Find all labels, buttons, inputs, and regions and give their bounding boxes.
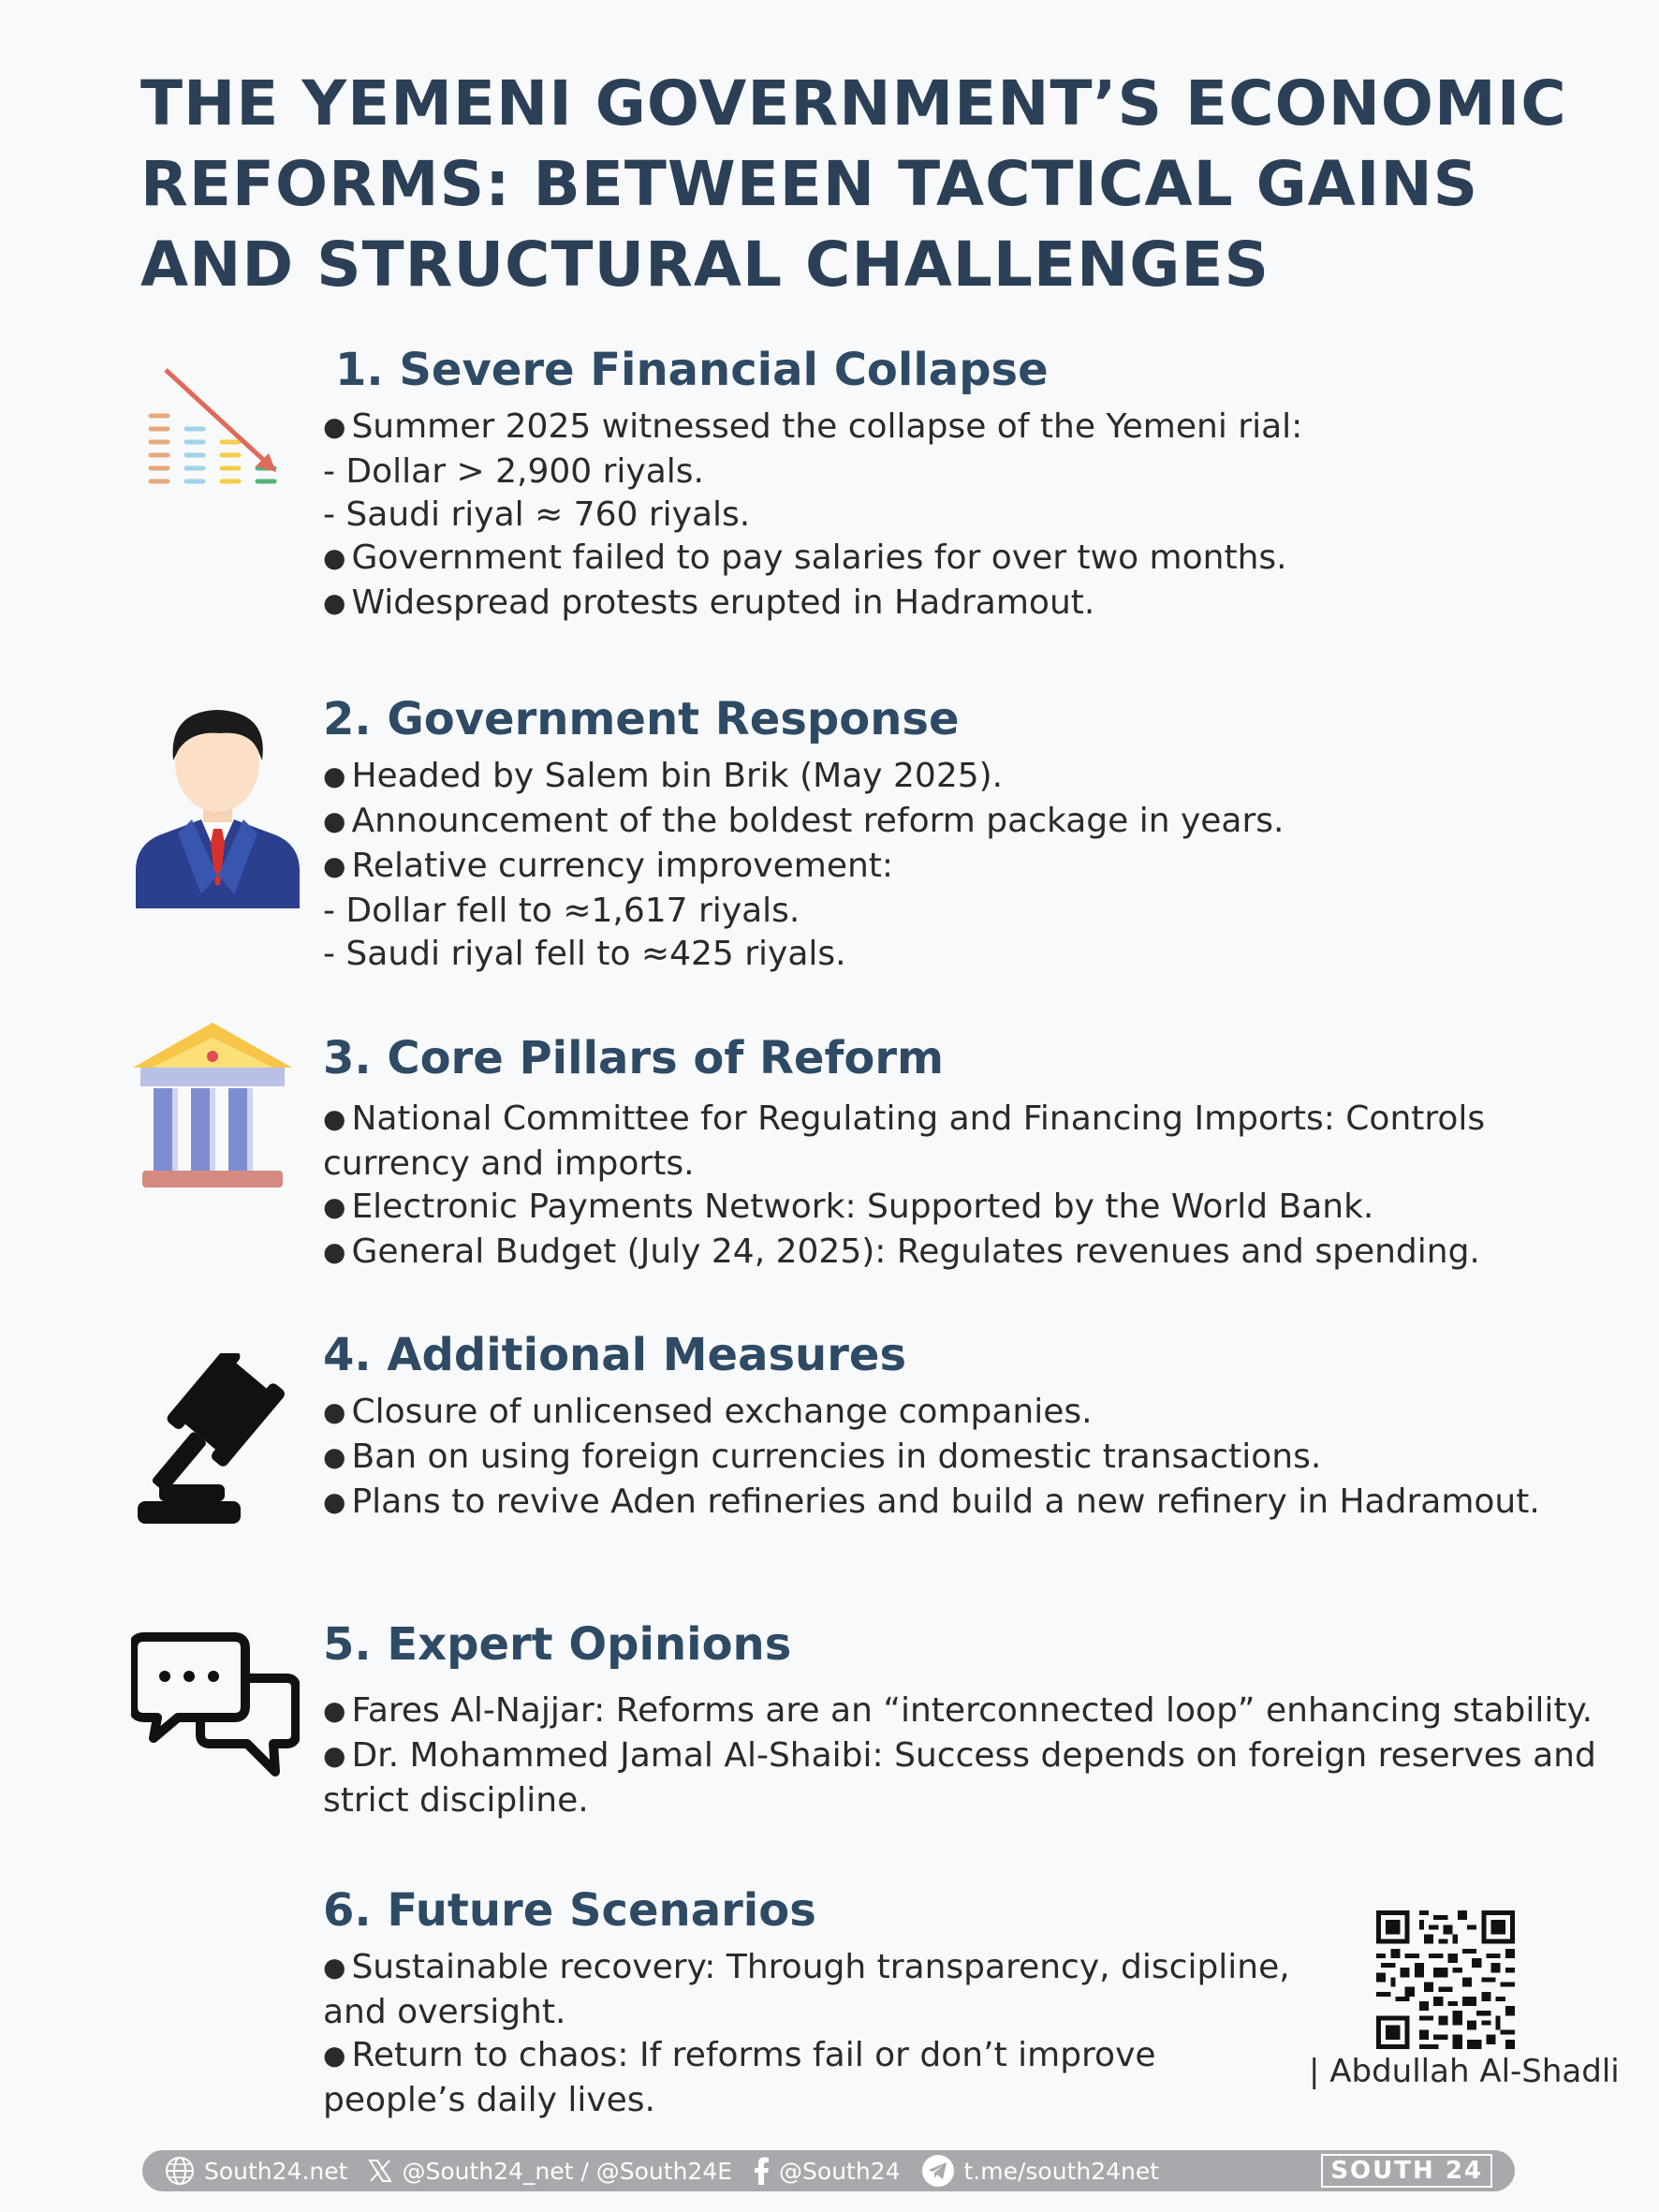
body-line: currency and imports. bbox=[323, 1144, 695, 1183]
section-body bbox=[323, 406, 1302, 627]
body-line: ● Widespread protests erupted in Hadramout. bbox=[323, 582, 1302, 627]
section-heading: 5. Expert Opinions bbox=[323, 1618, 792, 1671]
section-body bbox=[323, 1098, 1485, 1276]
x-logo-icon bbox=[368, 2159, 392, 2183]
body-line: ● Sustainable recovery: Through transparency, discipline, bbox=[323, 1946, 1290, 1991]
body-line: ● National Committee for Regulating and Financing Imports: Controls bbox=[323, 1098, 1485, 1143]
footer-x-link[interactable] bbox=[368, 2158, 732, 2185]
body-line: ● Relative currency improvement: bbox=[323, 845, 1284, 890]
section-heading: 1. Severe Financial Collapse bbox=[335, 344, 1049, 396]
facebook-icon bbox=[753, 2157, 770, 2185]
qr-code-icon[interactable] bbox=[1376, 1910, 1515, 2049]
section-heading: 6. Future Scenarios bbox=[323, 1884, 816, 1937]
body-line: ● Government failed to pay salaries for over two months. bbox=[323, 537, 1302, 582]
body-line: ● Announcement of the boldest reform package in years. bbox=[323, 800, 1284, 845]
telegram-icon bbox=[921, 2154, 955, 2188]
section-heading: 3. Core Pillars of Reform bbox=[323, 1032, 944, 1084]
footer-social-bar bbox=[142, 2150, 1515, 2191]
section-body bbox=[323, 1689, 1596, 1822]
footer-telegram-link[interactable] bbox=[921, 2154, 1160, 2188]
body-line: and oversight. bbox=[323, 1993, 566, 2031]
section-body bbox=[323, 755, 1284, 976]
title-line-2: REFORMS: BETWEEN TACTICAL GAINS bbox=[140, 148, 1479, 220]
author-credit: | Abdullah Al-Shadli bbox=[1309, 2053, 1620, 2090]
footer-telegram-text: t.me/south24net bbox=[963, 2157, 1160, 2185]
businessman-icon bbox=[136, 702, 300, 908]
body-line: - Saudi riyal ≈ 760 riyals. bbox=[323, 495, 751, 534]
body-line: ● Dr. Mohammed Jamal Al-Shaibi: Success depends on foreign reserves and bbox=[323, 1734, 1596, 1779]
body-line: ● General Budget (July 24, 2025): Regulates revenues and spending. bbox=[323, 1231, 1485, 1276]
body-line: - Saudi riyal fell to ≈425 riyals. bbox=[323, 935, 846, 973]
body-line: ● Return to chaos: If reforms fail or don’t improve bbox=[323, 2034, 1290, 2079]
south24-logo: SOUTH 24 bbox=[1321, 2154, 1492, 2188]
title-line-1: THE YEMENI GOVERNMENT’S ECONOMIC bbox=[140, 67, 1567, 140]
body-line: ● Fares Al-Najjar: Reforms are an “interconnected loop” enhancing stability. bbox=[323, 1689, 1596, 1734]
body-line: - Dollar fell to ≈1,617 riyals. bbox=[323, 892, 800, 930]
body-line: ● Plans to revive Aden refineries and build a new refinery in Hadramout. bbox=[323, 1481, 1540, 1526]
globe-icon bbox=[165, 2156, 195, 2186]
falling-chart-icon bbox=[145, 365, 286, 487]
section-heading: 4. Additional Measures bbox=[323, 1329, 907, 1381]
footer-facebook-text: @South24 bbox=[779, 2157, 901, 2185]
body-line: ● Summer 2025 witnessed the collapse of the Yemeni rial: bbox=[323, 406, 1302, 450]
footer-x-text: @South24_net / @South24E bbox=[402, 2157, 733, 2185]
body-line: people’s daily lives. bbox=[323, 2081, 655, 2119]
body-line: - Dollar > 2,900 riyals. bbox=[323, 452, 704, 491]
body-line: ● Closure of unlicensed exchange companies. bbox=[323, 1391, 1540, 1436]
section-heading: 2. Government Response bbox=[323, 693, 960, 745]
section-body bbox=[323, 1946, 1290, 2122]
body-line: strict discipline. bbox=[323, 1781, 589, 1820]
body-line: ● Headed by Salem bin Brik (May 2025). bbox=[323, 755, 1284, 800]
footer-website-text: South24.net bbox=[204, 2157, 348, 2185]
page-title bbox=[140, 64, 1567, 305]
gavel-icon bbox=[136, 1353, 295, 1526]
chat-bubbles-icon bbox=[131, 1631, 300, 1791]
footer-website-link[interactable] bbox=[165, 2156, 347, 2186]
footer-facebook-link[interactable] bbox=[753, 2157, 900, 2185]
section-body bbox=[323, 1391, 1540, 1526]
title-line-3: AND STRUCTURAL CHALLENGES bbox=[140, 229, 1270, 301]
body-line: ● Ban on using foreign currencies in domestic transactions. bbox=[323, 1436, 1540, 1481]
body-line: ● Electronic Payments Network: Supported by the World Bank. bbox=[323, 1186, 1485, 1231]
bank-building-icon bbox=[133, 1021, 292, 1189]
